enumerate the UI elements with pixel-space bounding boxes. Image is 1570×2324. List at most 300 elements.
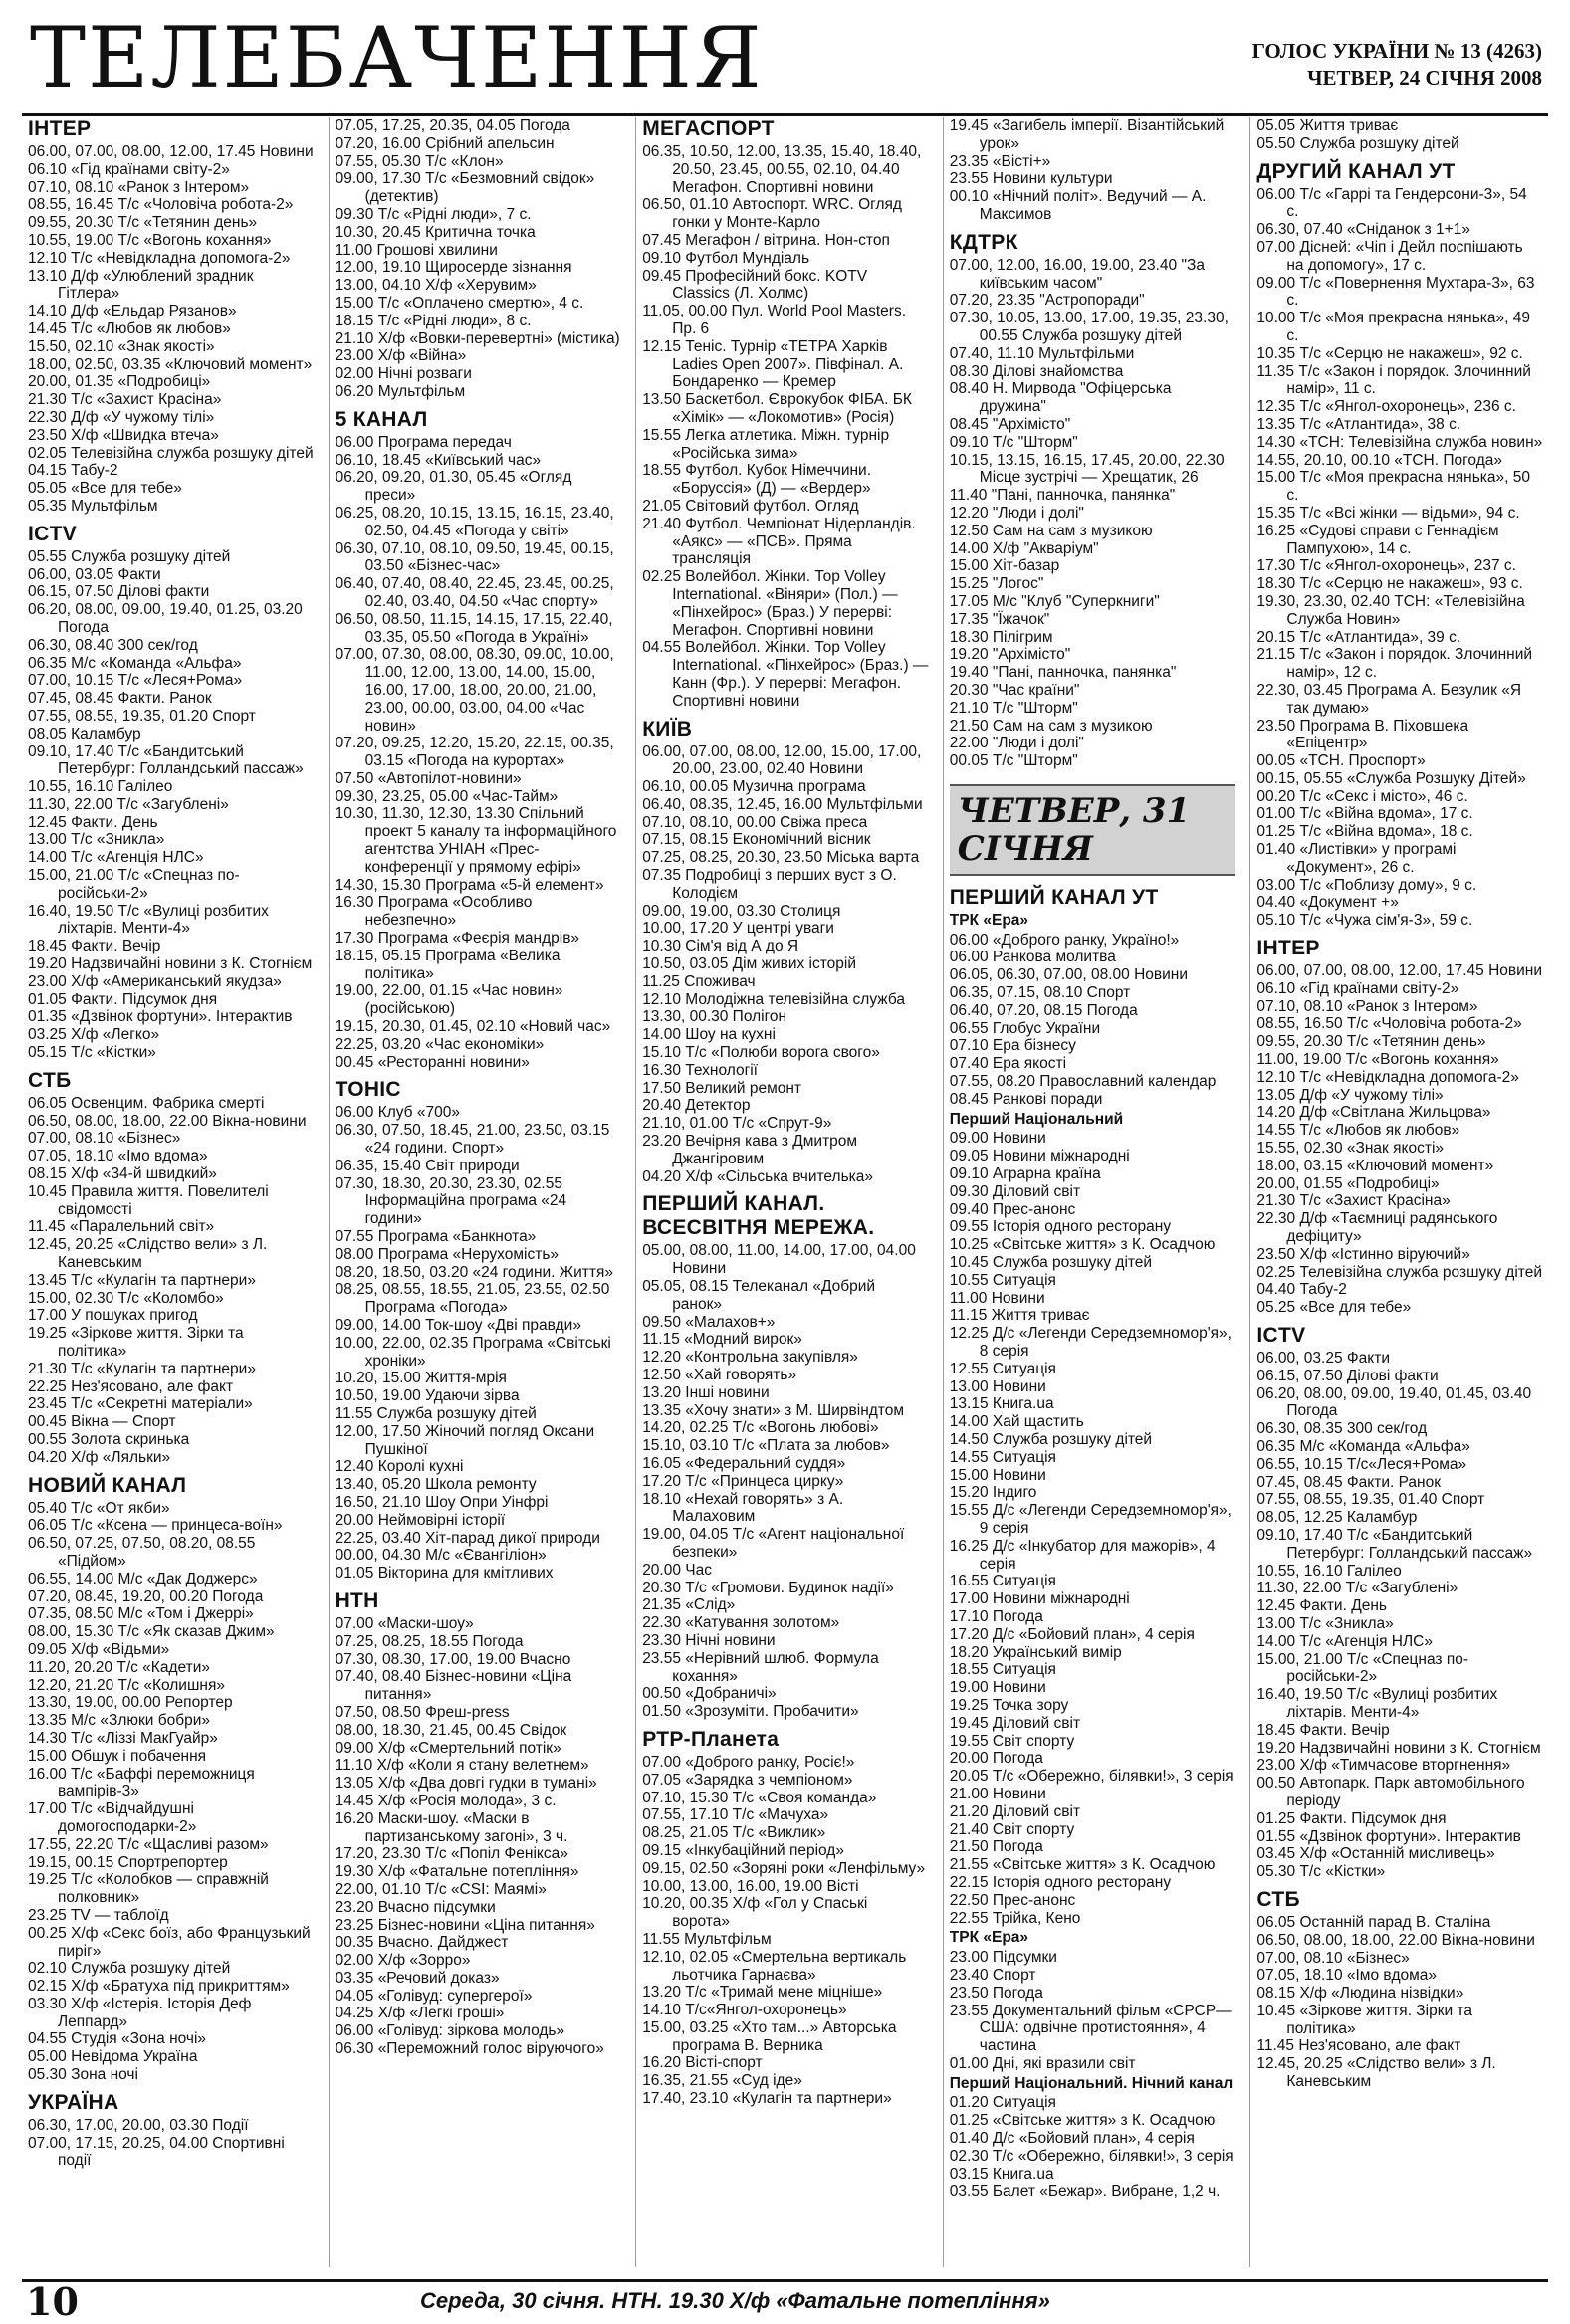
schedule-entry: 07.00, 07.30, 08.00, 08.30, 09.00, 10.00, 11.00, 12.00, 13.00, 14.00, 15.00, 16.00, 17.00, 18.00, 20.00, 21.00, 23.00, 00.00, 03.00, 04.00 «Час новин» xyxy=(335,646,614,735)
schedule-entry: 12.25 Д/с «Легенди Середземномор'я», 8 серія xyxy=(949,1325,1232,1361)
schedule-entry: 07.45, 08.45 Факти. Ранок xyxy=(1256,1473,1442,1491)
schedule-entry: 07.30, 10.05, 13.00, 17.00, 19.35, 23.30, 00.55 Служба розшуку дітей xyxy=(949,310,1229,344)
schedule-entry: 22.50 Прес-анонс xyxy=(949,1891,1076,1909)
schedule-entry: 16.00 Т/с «Баффі переможниця вампірів-3» xyxy=(28,1765,255,1800)
schedule-entry: 02.30 Т/с «Обережно, білявки!», 3 серія xyxy=(949,2147,1234,2165)
schedule-entry: 06.00, 03.05 Факти xyxy=(28,565,161,583)
schedule-entry: 06.40, 07.20, 08.15 Погода xyxy=(949,1001,1138,1019)
schedule-entry: 18.00, 02.50, 03.35 «Ключовий момент» xyxy=(28,355,313,373)
schedule-entry: 05.55 Служба розшуку дітей xyxy=(28,547,231,565)
schedule-entry: 17.20 Т/с «Принцеса цирку» xyxy=(642,1472,844,1490)
schedule-entry: 21.05 Світовий футбол. Огляд xyxy=(642,497,859,515)
schedule-entry: 19.15, 20.30, 01.45, 02.10 «Новий час» xyxy=(335,1018,611,1036)
schedule-entry: 06.25, 08.20, 10.15, 13.15, 16.15, 23.40, 02.50, 04.45 «Погода у світі» xyxy=(335,504,614,539)
schedule-entry: 17.00 У пошуках пригод xyxy=(28,1307,198,1325)
schedule-entry: 11.25 Споживач xyxy=(642,972,756,990)
schedule-entry: 07.20, 23.35 "Астропоради" xyxy=(949,292,1145,310)
schedule-entry: 16.25 Д/с «Інкубатор для мажорів», 4 серія xyxy=(949,1537,1216,1573)
schedule-entry: 21.40 Футбол. Чемпіонат Нідерландів. «Аякс» — «ПСВ». Пряма трансляція xyxy=(642,515,916,568)
schedule-entry: 11.30, 22.00 Т/с «Загублені» xyxy=(1256,1580,1458,1597)
schedule-entry: 05.05 Життя триває xyxy=(1256,117,1399,134)
schedule-entry: 10.30, 20.45 Критична точка xyxy=(335,223,536,241)
schedule-entry: 07.55, 08.55, 19.35, 01.20 Спорт xyxy=(28,707,256,725)
schedule-entry: 01.20 Ситуація xyxy=(949,2094,1056,2112)
schedule-entry: 07.05 «Зарядка з чемпіоном» xyxy=(642,1771,853,1789)
schedule-entry: 23.55 «Нерівний шлюб. Формула кохання» xyxy=(642,1649,879,1685)
schedule-entry: 06.05 Останній парад В. Сталіна xyxy=(1256,1913,1491,1931)
schedule-entry: 11.10 Х/ф «Коли я стану велетнем» xyxy=(335,1757,589,1775)
schedule-entry: 10.50, 03.05 Дім живих історій xyxy=(642,955,857,973)
schedule-entry: 06.15, 07.50 Ділові факти xyxy=(28,583,210,601)
schedule-entry: 02.00 Х/ф «Зорро» xyxy=(335,1952,471,1970)
schedule-entry: 15.00 Т/с «Оплачено смертю», 4 с. xyxy=(335,294,584,312)
schedule-entry: 08.55, 16.50 Т/с «Чоловіча робота-2» xyxy=(1256,1015,1522,1033)
schedule-entry: 22.15 Історія одного ресторану xyxy=(949,1873,1172,1891)
schedule-entry: 23.25 Бізнес-новини «Ціна питання» xyxy=(335,1916,595,1934)
schedule-entry: 06.35, 15.40 Світ природи xyxy=(335,1157,520,1174)
schedule-entry: 06.00 Т/с «Гаррі та Гендерсони-3», 54 с. xyxy=(1256,185,1527,221)
schedule-entry: 01.05 Вікторина для кмітливих xyxy=(335,1565,554,1583)
schedule-entry: 14.30 Т/с «Ліззі МакГуайр» xyxy=(28,1729,218,1747)
schedule-entry: 19.20 "Архімісто" xyxy=(949,646,1071,664)
schedule-entry: 21.10 Т/с "Шторм" xyxy=(949,699,1078,717)
schedule-entry: 23.00 Підсумки xyxy=(949,1949,1057,1967)
schedule-entry: 07.40, 11.10 Мультфільми xyxy=(949,344,1135,362)
schedule-entry: 07.00, 12.00, 16.00, 19.00, 23.40 "За київським часом" xyxy=(949,256,1205,292)
schedule-entry: 17.10 Погода xyxy=(949,1607,1043,1625)
schedule-entry: 12.20 "Люди і долі" xyxy=(949,504,1084,522)
schedule-entry: 07.10, 08.10 «Ранок з Інтером» xyxy=(1256,997,1478,1015)
schedule-entry: 00.10 «Нічний політ». Ведучий — А. Максимов xyxy=(949,188,1207,223)
schedule-entry: 11.20, 20.20 Т/с «Кадети» xyxy=(28,1658,210,1676)
schedule-entry: 06.05 Освенцим. Фабрика смерті xyxy=(28,1094,265,1112)
schedule-entry: 13.30, 00.30 Полігон xyxy=(642,1008,787,1026)
schedule-entry: 10.00, 17.20 У центрі уваги xyxy=(642,920,834,938)
schedule-entry: 16.20 Маски-шоу. «Маски в партизанському загоні», 3 ч. xyxy=(335,1809,568,1845)
schedule-entry: 00.15, 05.55 «Служба Розшуку Дітей» xyxy=(1256,769,1526,787)
schedule-entry: 01.25 Факти. Підсумок дня xyxy=(1256,1809,1447,1827)
schedule-entry: 05.10 Т/с «Чужа сім'я-3», 59 с. xyxy=(1256,912,1473,930)
schedule-entry: 06.30, 17.00, 20.00, 03.30 Події xyxy=(28,2116,249,2134)
schedule-entry: 23.25 TV — таблоїд xyxy=(28,1906,169,1924)
schedule-entry: 11.00 Грошові хвилини xyxy=(335,241,498,259)
schedule-entry: 17.35 "Їжачок" xyxy=(949,610,1050,628)
schedule-entry: 04.20 Х/ф «Ляльки» xyxy=(28,1448,171,1466)
schedule-entry: 04.20 Х/ф «Сільська вчителька» xyxy=(642,1167,874,1185)
schedule-entry: 15.00, 21.00 Т/с «Спецназ по-російськи-2» xyxy=(28,867,240,902)
schedule-entry: 06.30, 08.40 300 сек/год xyxy=(28,636,198,654)
schedule-entry: 15.00, 21.00 Т/с «Спецназ по-російськи-2» xyxy=(1256,1650,1469,1686)
schedule-entry: 10.15, 13.15, 16.15, 17.45, 20.00, 22.30 Місце зустрічі — Хрещатик, 26 xyxy=(949,451,1225,487)
schedule-entry: 10.55, 19.00 Т/с «Вогонь кохання» xyxy=(28,231,272,249)
channel-heading: ICTV xyxy=(1256,1324,1306,1347)
schedule-entry: 11.45 «Паралельний світ» xyxy=(28,1218,215,1236)
schedule-entry: 13.35 Т/с «Атлантида», 38 с. xyxy=(1256,415,1461,433)
schedule-entry: 06.00 Програма передач xyxy=(335,433,512,451)
schedule-entry: 10.55, 16.10 Галілео xyxy=(1256,1562,1402,1580)
schedule-entry: 15.55, 02.30 «Знак якості» xyxy=(1256,1140,1445,1158)
column-3 xyxy=(635,117,929,2267)
schedule-entry: 06.00, 03.25 Факти xyxy=(1256,1350,1390,1367)
schedule-entry: 20.30 Т/с «Громови. Будинок надії» xyxy=(642,1579,894,1596)
schedule-entry: 22.30 Д/ф «У чужому тілі» xyxy=(28,408,215,426)
schedule-entry: 01.40 Д/с «Бойовий план», 4 серія xyxy=(949,2130,1195,2148)
schedule-entry: 08.55, 16.45 Т/с «Чоловіча робота-2» xyxy=(28,196,294,214)
schedule-entry: 10.55 Ситуація xyxy=(949,1271,1056,1289)
schedule-entry: 08.45 "Архімісто" xyxy=(949,415,1071,433)
schedule-entry: 12.55 Ситуація xyxy=(949,1360,1056,1377)
schedule-entry: 07.55 Програма «Банкнота» xyxy=(335,1228,537,1246)
channel-heading: ТОНІС xyxy=(335,1078,401,1102)
schedule-entry: 10.35 Т/с «Серцю не накажеш», 92 с. xyxy=(1256,344,1523,362)
schedule-entry: 09.10 Аграрна країна xyxy=(949,1165,1101,1183)
schedule-entry: 17.05 М/с "Клуб "Суперкниги" xyxy=(949,592,1160,610)
schedule-entry: 07.10, 08.10, 00.00 Свіжа преса xyxy=(642,813,868,831)
schedule-entry: 23.55 Новини культури xyxy=(949,170,1113,188)
schedule-entry: 12.45 Факти. День xyxy=(28,813,158,831)
schedule-entry: 09.55, 20.30 Т/с «Тетянин день» xyxy=(28,214,258,232)
channel-heading: РТР-Планета xyxy=(642,1727,780,1751)
schedule-entry: 17.20 Д/с «Бойовий план», 4 серія xyxy=(949,1625,1195,1643)
schedule-entry: 14.00 Т/с «Агенція НЛС» xyxy=(1256,1632,1433,1650)
schedule-entry: 11.55 Мультфільм xyxy=(642,1930,772,1948)
schedule-entry: 06.10, 18.45 «Київський час» xyxy=(335,451,542,469)
schedule-entry: 14.10 Д/ф «Ельдар Рязанов» xyxy=(28,303,237,320)
schedule-entry: 01.50 «Зрозуміти. Пробачити» xyxy=(642,1703,859,1721)
schedule-entry: 12.45 Факти. День xyxy=(1256,1597,1387,1615)
schedule-entry: 10.00 Т/с «Моя прекрасна нянька», 49 с. xyxy=(1256,310,1531,344)
channel-heading: ІНТЕР xyxy=(28,117,92,140)
schedule-entry: 11.45 Нез'ясовано, але факт xyxy=(1256,2037,1461,2055)
schedule-entry: 05.00 Невідома Україна xyxy=(28,2048,198,2066)
schedule-entry: 07.55, 08.55, 19.35, 01.40 Спорт xyxy=(1256,1491,1485,1509)
schedule-entry: 22.30, 03.45 Програма А. Безулик «Я так думаю» xyxy=(1256,681,1522,717)
schedule-entry: 23.00 Х/ф «Американський якудза» xyxy=(28,972,282,990)
schedule-entry: 23.50 Погода xyxy=(949,1984,1043,2002)
schedule-entry: 19.45 «Загибель імперії. Візантійський урок» xyxy=(949,117,1225,152)
schedule-entry: 17.30 Т/с «Янгол-охоронець», 237 с. xyxy=(1256,557,1516,575)
schedule-entry: 06.15, 07.50 Ділові факти xyxy=(1256,1367,1439,1384)
schedule-entry: 21.30 Т/с «Захист Красіна» xyxy=(1256,1192,1451,1210)
schedule-entry: 06.55, 14.00 М/с «Дак Доджерс» xyxy=(28,1570,258,1587)
schedule-entry: 20.00 Погода xyxy=(949,1750,1043,1768)
schedule-entry: 15.00 Новини xyxy=(949,1466,1046,1484)
schedule-entry: 21.40 Світ спорту xyxy=(949,1820,1075,1838)
channel-heading: ДРУГИЙ КАНАЛ УТ xyxy=(1256,159,1456,183)
schedule-entry: 13.00, 04.10 Х/ф «Херувим» xyxy=(335,277,537,295)
schedule-entry: 21.30 Т/с «Кулагін та партнери» xyxy=(28,1360,256,1377)
schedule-entry: 05.35 Мультфільм xyxy=(28,497,158,515)
schedule-entry: 19.55 Світ спорту xyxy=(949,1732,1075,1750)
schedule-entry: 22.30 Д/ф «Таємниці радянського дефіциту» xyxy=(1256,1210,1498,1246)
schedule-entry: 06.00 «Голівуд: зіркова молодь» xyxy=(335,2022,565,2040)
schedule-entry: 01.55 «Дзвінок фортуни». Інтерактив xyxy=(1256,1827,1521,1845)
schedule-entry: 15.00 Обшук і побачення xyxy=(28,1747,207,1765)
schedule-entry: 15.10 Т/с «Полюби ворога свого» xyxy=(642,1044,880,1062)
schedule-entry: 19.25 Точка зору xyxy=(949,1696,1069,1714)
schedule-entry: 15.50, 02.10 «Знак якості» xyxy=(28,337,215,355)
schedule-entry: 17.55, 22.20 Т/с «Щасливі разом» xyxy=(28,1835,269,1853)
schedule-entry: 07.00 «Доброго ранку, Росіє!» xyxy=(642,1753,855,1771)
schedule-entry: 02.00 Нічні розваги xyxy=(335,365,472,383)
schedule-entry: 15.55 Д/с «Легенди Середземномор'я», 9 серія xyxy=(949,1502,1232,1537)
block-subheading: ТРК «Ера» xyxy=(949,1929,1029,1947)
schedule-entry: 18.55 Футбол. Кубок Німеччини. «Боруссія» (Д) — «Вердер» xyxy=(642,462,872,498)
schedule-entry: 23.50 Програма В. Піховшека «Епіцентр» xyxy=(1256,717,1469,752)
schedule-entry: 07.45, 08.45 Факти. Ранок xyxy=(28,690,212,708)
schedule-entry: 04.55 Студія «Зона ночі» xyxy=(28,2030,207,2048)
schedule-entry: 08.45 Ранкові поради xyxy=(949,1090,1103,1108)
schedule-entry: 14.30, 15.30 Програма «5-й елемент» xyxy=(335,876,604,894)
column-4 xyxy=(943,117,1236,2267)
schedule-entry: 12.10 Т/с «Невідкладна допомога-2» xyxy=(28,249,291,267)
channel-heading: СТБ xyxy=(28,1068,72,1092)
schedule-entry: 06.30 «Переможний голос віруючого» xyxy=(335,2040,604,2058)
schedule-entry: 21.30 Т/с «Захист Красіна» xyxy=(28,391,222,409)
schedule-entry: 07.00, 17.15, 20.25, 04.00 Спортивні події xyxy=(28,2134,285,2170)
schedule-entry: 13.45 Т/с «Кулагін та партнери» xyxy=(28,1271,256,1289)
schedule-entry: 19.25 Т/с «Колобков — справжній полковник» xyxy=(28,1871,269,1907)
schedule-entry: 09.15, 02.50 «Зоряні роки «Ленфільму» xyxy=(642,1859,926,1877)
schedule-entry: 08.15 Х/ф «Людина нізвідки» xyxy=(1256,1985,1464,2003)
schedule-entry: 15.10, 03.10 Т/с «Плата за любов» xyxy=(642,1437,890,1455)
schedule-entry: 01.25 «Світське життя» з К. Осадчою xyxy=(949,2112,1216,2130)
schedule-entry: 06.50, 01.10 Автоспорт. WRC. Огляд гонки у Монте-Карло xyxy=(642,196,902,232)
schedule-entry: 06.35 М/с «Команда «Альфа» xyxy=(1256,1437,1470,1455)
channel-heading: 5 КАНАЛ xyxy=(335,407,428,431)
schedule-entry: 12.10 Т/с «Невідкладна допомога-2» xyxy=(1256,1068,1519,1086)
schedule-entry: 04.40 Табу-2 xyxy=(1256,1281,1347,1299)
schedule-entry: 07.10, 08.10 «Ранок з Інтером» xyxy=(28,178,250,196)
schedule-entry: 07.10, 15.30 Т/с «Своя команда» xyxy=(642,1789,877,1806)
schedule-entry: 09.00 Х/ф «Смертельний потік» xyxy=(335,1739,561,1757)
schedule-entry: 12.35 Т/с «Янгол-охоронець», 236 с. xyxy=(1256,398,1516,416)
channel-heading: ІНТЕР xyxy=(1256,937,1320,960)
schedule-entry: 12.20, 21.20 Т/с «Колишня» xyxy=(28,1676,225,1694)
schedule-entry: 13.00 Новини xyxy=(949,1377,1046,1395)
schedule-entry: 02.15 Х/ф «Братуха під прикриттям» xyxy=(28,1978,290,1996)
schedule-entry: 00.55 Золота скринька xyxy=(28,1430,190,1448)
schedule-entry: 07.05, 18.10 «Імо вдома» xyxy=(1256,1967,1438,1985)
schedule-entry: 09.50 «Малахов+» xyxy=(642,1313,776,1331)
masthead xyxy=(22,9,1548,116)
page-number: 10 xyxy=(26,2279,79,2324)
column-1 xyxy=(28,117,315,2267)
schedule-entry: 08.25, 08.55, 18.55, 21.05, 23.55, 02.50 Програма «Погода» xyxy=(335,1281,610,1317)
block-subheading: ТРК «Ера» xyxy=(949,911,1029,929)
schedule-entry: 12.00, 17.50 Жіночий погляд Оксани Пушкіної xyxy=(335,1422,595,1458)
schedule-entry: 03.00 Т/с «Поблизу дому», 9 с. xyxy=(1256,876,1477,894)
schedule-entry: 04.25 Х/ф «Легкі гроші» xyxy=(335,2005,505,2022)
schedule-entry: 17.50 Великий ремонт xyxy=(642,1079,802,1097)
schedule-entry: 06.10 «Гід країнами світу-2» xyxy=(1256,979,1459,997)
schedule-entry: 16.35, 21.55 «Суд іде» xyxy=(642,2072,802,2090)
schedule-entry: 09.10 Т/с "Шторм" xyxy=(949,433,1078,451)
schedule-entry: 11.15 «Модний вирок» xyxy=(642,1331,802,1349)
schedule-entry: 22.30 «Катування золотом» xyxy=(642,1614,840,1632)
publication-date: ЧЕТВЕР, 24 СІЧНЯ 2008 xyxy=(1307,66,1542,90)
schedule-entry: 14.45 Х/ф «Росія молода», 3 с. xyxy=(335,1792,557,1809)
schedule-entry: 17.40, 23.10 «Кулагін та партнери» xyxy=(642,2090,892,2108)
schedule-entry: 06.00 Клуб «700» xyxy=(335,1104,460,1122)
schedule-entry: 08.00, 18.30, 21.45, 00.45 Свідок xyxy=(335,1721,567,1739)
schedule-entry: 23.55 Документальний фільм «СРСР—США: одвічне протистояння», 4 частина xyxy=(949,2002,1232,2055)
schedule-entry: 13.05 Х/ф «Два довгі гудки в тумані» xyxy=(335,1775,597,1793)
schedule-entry: 23.30 Нічні новини xyxy=(642,1631,776,1649)
schedule-entry: 05.30 Т/с «Кістки» xyxy=(1256,1863,1386,1881)
schedule-entry: 07.30, 08.30, 17.00, 19.00 Вчасно xyxy=(335,1650,571,1668)
schedule-entry: 14.50 Служба розшуку дітей xyxy=(949,1431,1153,1448)
schedule-entry: 07.25, 08.25, 20.30, 23.50 Міська варта xyxy=(642,849,920,867)
schedule-entry: 06.00 Ранкова молитва xyxy=(949,949,1116,966)
schedule-entry: 06.50, 08.00, 18.00, 22.00 Вікна-новини xyxy=(1256,1931,1535,1949)
schedule-entry: 20.00 Неймовірні історії xyxy=(335,1511,506,1529)
schedule-entry: 16.05 «Федеральний суддя» xyxy=(642,1454,846,1472)
schedule-entry: 18.45 Факти. Вечір xyxy=(1256,1721,1390,1739)
schedule-entry: 21.55 «Світське життя» з К. Осадчою xyxy=(949,1856,1216,1874)
schedule-entry: 08.15 Х/ф «34-й швидкий» xyxy=(28,1165,217,1183)
schedule-entry: 09.00 Т/с «Повернення Мухтара-3», 63 с. xyxy=(1256,274,1535,310)
schedule-entry: 16.25 «Судові справи с Геннадієм Пампухою», 14 с. xyxy=(1256,522,1499,557)
schedule-entry: 17.00 Новини міжнародні xyxy=(949,1590,1130,1608)
schedule-entry: 23.45 Т/с «Секретні матеріали» xyxy=(28,1395,253,1413)
schedule-entry: 17.20, 23.30 Т/с «Попіл Фенікса» xyxy=(335,1845,568,1863)
schedule-entry: 22.25, 03.40 Хіт-парад дикої природи xyxy=(335,1529,600,1547)
schedule-entry: 04.40 «Документ +» xyxy=(1256,894,1399,912)
schedule-entry: 13.40, 05.20 Школа ремонту xyxy=(335,1476,537,1494)
channel-heading: ICTV xyxy=(28,522,78,545)
schedule-entry: 11.40 "Пані, панночка, панянка" xyxy=(949,487,1176,505)
schedule-entry: 02.10 Служба розшуку дітей xyxy=(28,1960,231,1978)
schedule-entry: 06.10 «Гід країнами світу-2» xyxy=(28,160,230,178)
schedule-entry: 14.55 Т/с «Любов як любов» xyxy=(1256,1122,1460,1140)
schedule-entry: 06.30, 07.10, 08.10, 09.50, 19.45, 00.15, 03.50 «Бізнес-час» xyxy=(335,539,614,575)
channel-heading: КИЇВ xyxy=(642,717,693,740)
schedule-entry: 08.25, 21.05 Т/с «Виклик» xyxy=(642,1824,826,1842)
schedule-entry: 03.25 Х/ф «Легко» xyxy=(28,1026,160,1044)
schedule-entry: 06.00, 07.00, 08.00, 12.00, 17.45 Новини xyxy=(28,143,314,160)
schedule-entry: 12.00, 19.10 Щиросерде зізнання xyxy=(335,259,572,277)
schedule-entry: 10.20, 15.00 Життя-мрія xyxy=(335,1370,507,1387)
schedule-entry: 04.05 «Голівуд: супергерої» xyxy=(335,1987,533,2005)
schedule-entry: 16.55 Ситуація xyxy=(949,1573,1056,1590)
schedule-entry: 13.50 Баскетбол. Єврокубок ФІБА. БК «Хімік» — «Локомотив» (Росія) xyxy=(642,391,912,426)
schedule-entry: 00.45 «Ресторанні новини» xyxy=(335,1053,530,1071)
schedule-entry: 21.10 Х/ф «Вовки-перевертні» (містика) xyxy=(335,329,620,347)
schedule-entry: 08.05 Каламбур xyxy=(28,725,141,742)
schedule-entry: 13.00 Т/с «Зникла» xyxy=(28,831,165,849)
schedule-entry: 08.40 Н. Мирвода "Офіцерська дружина" xyxy=(949,380,1172,416)
schedule-entry: 07.00 «Маски-шоу» xyxy=(335,1614,474,1632)
schedule-entry: 00.20 Т/с «Секс і місто», 46 с. xyxy=(1256,787,1468,805)
schedule-entry: 18.55 Ситуація xyxy=(949,1661,1056,1679)
schedule-entry: 06.20, 09.20, 01.30, 05.45 «Огляд преси» xyxy=(335,469,572,505)
schedule-entry: 09.00, 17.30 Т/с «Безмовний свідок» (детектив) xyxy=(335,170,595,206)
schedule-entry: 07.55, 05.30 Т/с «Клон» xyxy=(335,152,504,170)
schedule-entry: 00.05 «ТСН. Проспорт» xyxy=(1256,752,1426,770)
schedule-entry: 07.30, 18.30, 20.30, 23.30, 02.55 Інформаційна програма «24 години» xyxy=(335,1174,567,1228)
schedule-entry: 12.20 «Контрольна закупівля» xyxy=(642,1349,858,1367)
schedule-entry: 11.30, 22.00 Т/с «Загублені» xyxy=(28,795,229,813)
schedule-entry: 08.05, 12.25 Каламбур xyxy=(1256,1509,1418,1527)
schedule-entry: 15.55 Легка атлетика. Міжн. турнір «Російська зима» xyxy=(642,426,890,462)
schedule-entry: 21.35 «Слід» xyxy=(642,1596,736,1614)
schedule-entry: 12.45, 20.25 «Слідство вели» з Л. Каневським xyxy=(1256,2055,1496,2091)
schedule-entry: 07.05, 18.10 «Імо вдома» xyxy=(28,1148,208,1165)
channel-heading: ПЕРШИЙ КАНАЛ. ВСЕСВІТНЯ МЕРЕЖА. xyxy=(642,1192,875,1240)
schedule-entry: 09.55 Історія одного ресторану xyxy=(949,1218,1172,1236)
schedule-entry: 08.00, 15.30 Т/с «Як сказав Джим» xyxy=(28,1623,275,1641)
schedule-entry: 10.45 «Зіркове життя. Зірки та політика» xyxy=(1256,2002,1473,2037)
schedule-entry: 01.05 Факти. Підсумок дня xyxy=(28,990,218,1008)
schedule-entry: 07.05, 17.25, 20.35, 04.05 Погода xyxy=(335,117,570,134)
schedule-entry: 13.20 Т/с «Тримай мене міцніше» xyxy=(642,1984,883,2002)
schedule-entry: 06.55 Глобус України xyxy=(949,1019,1101,1037)
schedule-entry: 18.45 Факти. Вечір xyxy=(28,938,161,955)
schedule-entry: 05.00, 08.00, 11.00, 14.00, 17.00, 04.00 Новини xyxy=(642,1242,916,1278)
schedule-entry: 13.00 Т/с «Зникла» xyxy=(1256,1614,1394,1632)
schedule-entry: 07.20, 16.00 Срібний апельсин xyxy=(335,134,555,152)
schedule-entry: 09.00, 19.00, 03.30 Столиця xyxy=(642,902,841,920)
schedule-entry: 14.00 Х/ф "Акваріум" xyxy=(949,539,1099,557)
schedule-entry: 19.20 Надзвичайні новини з К. Стогнієм xyxy=(1256,1739,1541,1757)
schedule-entry: 22.00 "Люди і долі" xyxy=(949,735,1084,752)
schedule-entry: 13.05 Д/ф «У чужому тілі» xyxy=(1256,1086,1444,1104)
schedule-entry: 13.10 Д/ф «Улюблений зрадник Гітлера» xyxy=(28,267,254,303)
schedule-entry: 19.25 «Зіркове життя. Зірки та політика» xyxy=(28,1325,244,1360)
schedule-entry: 16.40, 19.50 Т/с «Вулиці розбитих ліхтарів. Менти-4» xyxy=(28,902,269,938)
schedule-entry: 11.55 Служба розшуку дітей xyxy=(335,1404,537,1422)
listings xyxy=(28,117,1543,2267)
schedule-entry: 18.15, 05.15 Програма «Велика політика» xyxy=(335,947,561,982)
channel-heading: ПЕРШИЙ КАНАЛ УТ xyxy=(949,885,1159,909)
schedule-entry: 05.50 Служба розшуку дітей xyxy=(1256,134,1459,152)
schedule-entry: 18.15 Т/с «Рідні люди», 8 с. xyxy=(335,312,532,329)
schedule-entry: 00.35 Вчасно. Дайджест xyxy=(335,1934,509,1952)
schedule-entry: 06.55, 10.15 Т/с«Леся+Рома» xyxy=(1256,1455,1467,1473)
schedule-entry: 07.50, 08.50 Фреш-press xyxy=(335,1703,510,1721)
schedule-entry: 12.10, 02.05 «Смертельна вертикаль льотчика Гарнаєва» xyxy=(642,1948,907,1984)
schedule-entry: 14.55, 20.10, 00.10 «ТСН. Погода» xyxy=(1256,451,1502,469)
schedule-entry: 11.05, 00.00 Пул. World Pool Masters. Пр. 6 xyxy=(642,303,906,337)
page-footer xyxy=(22,2279,1548,2324)
schedule-entry: 16.30 Програма «Особливо небезпечно» xyxy=(335,894,533,930)
schedule-entry: 09.30, 23.25, 05.00 «Час-Тайм» xyxy=(335,787,559,805)
schedule-entry: 00.45 Вікна — Спорт xyxy=(28,1413,176,1431)
schedule-entry: 07.40 Ера якості xyxy=(949,1055,1067,1073)
schedule-entry: 10.50, 19.00 Удаючи зірва xyxy=(335,1387,520,1405)
schedule-entry: 07.40, 08.40 Бізнес-новини «Ціна питання» xyxy=(335,1668,572,1704)
schedule-entry: 09.45 Професійний бокс. KOTV Classics (Л. Холмс) xyxy=(642,267,868,303)
schedule-entry: 18.30 Т/с «Серцю не накажеш», 93 с. xyxy=(1256,575,1523,593)
schedule-entry: 20.00, 01.35 «Подробиці» xyxy=(28,373,211,391)
schedule-entry: 14.20 Д/ф «Світлана Жильцова» xyxy=(1256,1104,1491,1122)
schedule-entry: 23.20 Вчасно підсумки xyxy=(335,1898,496,1916)
schedule-entry: 01.25 Т/с «Війна вдома», 18 с. xyxy=(1256,823,1473,841)
schedule-entry: 23.50 Х/ф «Швидка втеча» xyxy=(28,426,219,444)
schedule-entry: 06.35 М/с «Команда «Альфа» xyxy=(28,654,242,672)
schedule-entry: 19.40 "Пані, панночка, панянка" xyxy=(949,664,1177,682)
schedule-entry: 19.00, 22.00, 01.15 «Час новин» (російською) xyxy=(335,982,563,1018)
publication-issue: ГОЛОС УКРАЇНИ № 13 (4263) xyxy=(1251,39,1542,63)
schedule-entry: 07.20, 08.45, 19.20, 00.20 Погода xyxy=(28,1587,264,1605)
schedule-entry: 14.30 «ТСН: Телевізійна служба новин» xyxy=(1256,433,1543,451)
schedule-entry: 20.00, 01.55 «Подробиці» xyxy=(1256,1174,1440,1192)
schedule-entry: 06.50, 07.25, 07.50, 08.20, 08.55 «Підйом» xyxy=(28,1535,256,1570)
schedule-entry: 13.35 М/с «Злюки бобри» xyxy=(28,1712,211,1730)
schedule-entry: 06.00, 07.00, 08.00, 12.00, 17.45 Новини xyxy=(1256,962,1542,980)
column-2 xyxy=(329,117,622,2267)
